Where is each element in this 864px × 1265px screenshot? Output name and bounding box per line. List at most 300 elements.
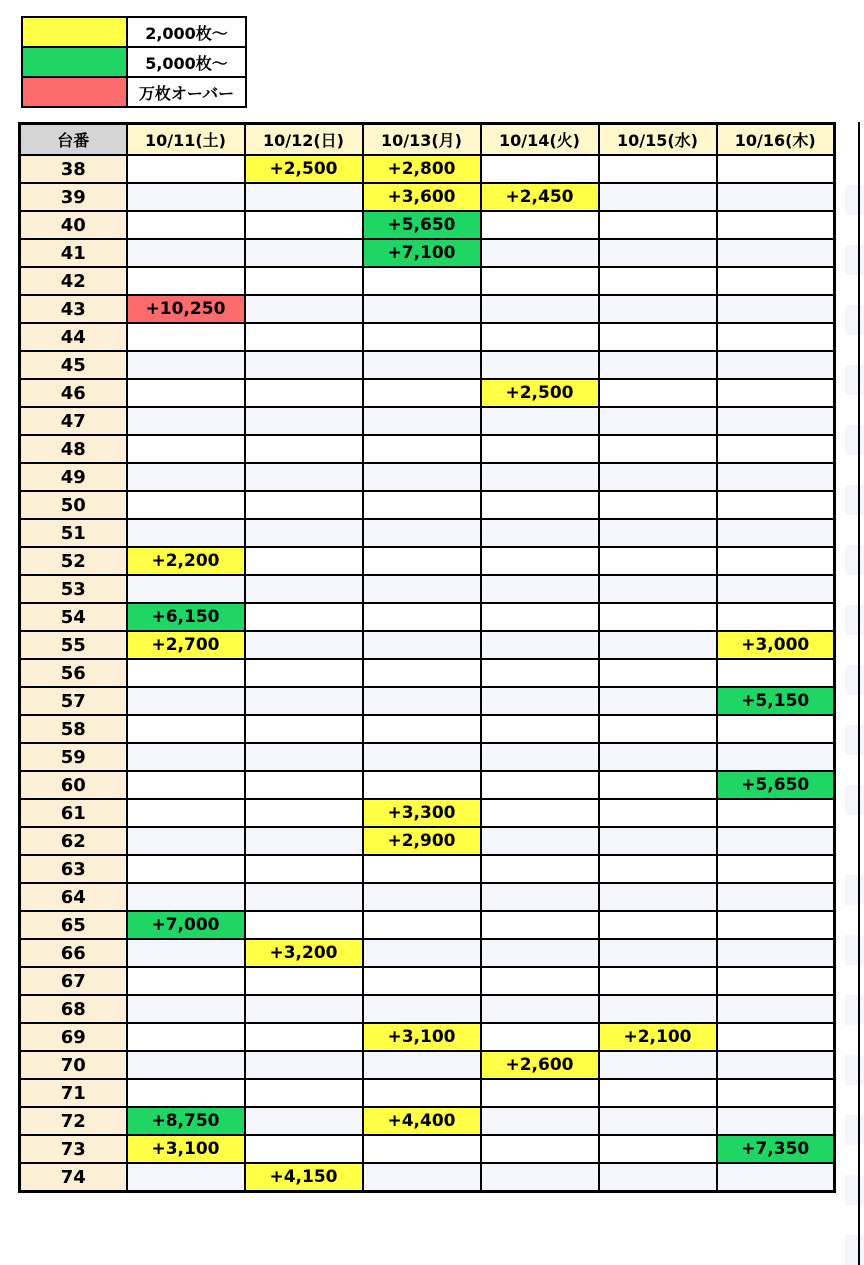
- strip-row: [845, 605, 858, 635]
- empty-cell: [481, 603, 599, 631]
- table-row: [20, 827, 835, 855]
- empty-cell: [599, 771, 717, 799]
- result-cell: +2,800: [363, 155, 481, 183]
- empty-cell: [481, 155, 599, 183]
- strip-row: [845, 485, 858, 515]
- empty-cell: [481, 491, 599, 519]
- result-cell: +4,150: [245, 1163, 363, 1192]
- strip-row: [860, 1115, 864, 1145]
- table-row: [20, 715, 835, 743]
- strip-row: [860, 185, 864, 215]
- strip-row: [845, 935, 858, 965]
- empty-cell: [245, 323, 363, 351]
- strip-row: [860, 905, 864, 935]
- machine-number: 51: [20, 519, 127, 547]
- empty-cell: [481, 715, 599, 743]
- empty-cell: [717, 547, 835, 575]
- result-cell: +5,650: [363, 211, 481, 239]
- empty-cell: [717, 939, 835, 967]
- result-cell: +10,250: [127, 295, 245, 323]
- empty-cell: [481, 631, 599, 659]
- empty-cell: [599, 155, 717, 183]
- empty-cell: [481, 407, 599, 435]
- empty-cell: [363, 1135, 481, 1163]
- empty-cell: [127, 491, 245, 519]
- strip-row: [845, 725, 858, 755]
- empty-cell: [599, 883, 717, 911]
- empty-cell: [127, 407, 245, 435]
- empty-cell: [717, 491, 835, 519]
- strip-row: [845, 425, 858, 455]
- strip-row: [845, 875, 858, 905]
- strip-row: [860, 935, 864, 965]
- strip-row: [860, 785, 864, 815]
- empty-cell: [245, 435, 363, 463]
- result-cell: +3,600: [363, 183, 481, 211]
- empty-cell: [363, 911, 481, 939]
- strip-row: [845, 1025, 858, 1055]
- strip-row: [845, 1145, 858, 1175]
- strip-row: [860, 1205, 864, 1235]
- header-date: 10/15(水): [599, 124, 717, 156]
- empty-cell: [717, 1023, 835, 1051]
- strip-row: [860, 1235, 864, 1265]
- empty-cell: [481, 771, 599, 799]
- result-cell: +3,000: [717, 631, 835, 659]
- empty-cell: [245, 883, 363, 911]
- machine-number: 59: [20, 743, 127, 771]
- result-cell: +3,200: [245, 939, 363, 967]
- machine-number: 55: [20, 631, 127, 659]
- legend-table: [21, 16, 247, 108]
- result-cell: +2,500: [245, 155, 363, 183]
- strip-row: [860, 605, 864, 635]
- strip-row: [845, 455, 858, 485]
- empty-cell: [245, 855, 363, 883]
- empty-cell: [363, 715, 481, 743]
- strip-row: [845, 395, 858, 425]
- strip-row: [860, 695, 864, 725]
- empty-cell: [717, 267, 835, 295]
- legend-swatch-yellow: [22, 17, 127, 47]
- strip-row: [845, 545, 858, 575]
- strip-row: [860, 845, 864, 875]
- empty-cell: [245, 687, 363, 715]
- strip-row: [860, 1175, 864, 1205]
- empty-cell: [481, 659, 599, 687]
- strip-row: [860, 755, 864, 785]
- empty-cell: [245, 183, 363, 211]
- machine-number: 71: [20, 1079, 127, 1107]
- header-machine-number: 台番: [20, 124, 127, 156]
- table-row: [20, 1107, 835, 1135]
- table-row: [20, 939, 835, 967]
- strip-row: [860, 455, 864, 485]
- empty-cell: [481, 463, 599, 491]
- machine-number: 50: [20, 491, 127, 519]
- empty-cell: [599, 1107, 717, 1135]
- empty-cell: [127, 1023, 245, 1051]
- empty-cell: [245, 211, 363, 239]
- empty-cell: [481, 575, 599, 603]
- machine-number: 43: [20, 295, 127, 323]
- strip-row: [860, 1055, 864, 1085]
- strip-row: [860, 665, 864, 695]
- empty-cell: [245, 1107, 363, 1135]
- strip-row: [860, 485, 864, 515]
- machine-number: 54: [20, 603, 127, 631]
- strip-row: [845, 845, 858, 875]
- strip-row: [845, 275, 858, 305]
- empty-cell: [363, 463, 481, 491]
- strip-row: [860, 1145, 864, 1175]
- empty-cell: [363, 883, 481, 911]
- empty-cell: [245, 351, 363, 379]
- empty-cell: [245, 659, 363, 687]
- strip-row: [860, 515, 864, 545]
- result-cell: +5,650: [717, 771, 835, 799]
- header-date: 10/12(日): [245, 124, 363, 156]
- machine-number: 49: [20, 463, 127, 491]
- table-row: [20, 1135, 835, 1163]
- empty-cell: [481, 827, 599, 855]
- legend-label: 万枚オーバー: [127, 77, 246, 107]
- empty-cell: [599, 295, 717, 323]
- empty-cell: [127, 1163, 245, 1192]
- strip-row: [860, 365, 864, 395]
- empty-cell: [717, 827, 835, 855]
- empty-cell: [363, 855, 481, 883]
- table-row: [20, 1079, 835, 1107]
- legend-label: 5,000枚〜: [127, 47, 246, 77]
- machine-number: 73: [20, 1135, 127, 1163]
- empty-cell: [599, 743, 717, 771]
- empty-cell: [481, 547, 599, 575]
- machine-number: 72: [20, 1107, 127, 1135]
- strip-row: [860, 245, 864, 275]
- empty-cell: [717, 379, 835, 407]
- machine-number: 46: [20, 379, 127, 407]
- strip-row: [860, 425, 864, 455]
- strip-row: [845, 1235, 858, 1265]
- strip-row: [860, 995, 864, 1025]
- empty-cell: [127, 659, 245, 687]
- strip-row: [845, 575, 858, 605]
- machine-number: 44: [20, 323, 127, 351]
- strip-row: [845, 995, 858, 1025]
- result-cell: +2,100: [599, 1023, 717, 1051]
- empty-cell: [481, 239, 599, 267]
- empty-cell: [599, 687, 717, 715]
- empty-cell: [717, 211, 835, 239]
- empty-cell: [245, 911, 363, 939]
- empty-cell: [245, 771, 363, 799]
- machine-number: 48: [20, 435, 127, 463]
- empty-cell: [481, 1107, 599, 1135]
- strip-row: [845, 515, 858, 545]
- strip-row: [860, 275, 864, 305]
- empty-cell: [481, 799, 599, 827]
- empty-cell: [481, 351, 599, 379]
- table-row: [20, 883, 835, 911]
- empty-cell: [127, 939, 245, 967]
- legend-swatch-red: [22, 77, 127, 107]
- table-row: [20, 155, 835, 183]
- empty-cell: [481, 519, 599, 547]
- empty-cell: [245, 995, 363, 1023]
- legend-row: [22, 77, 246, 107]
- result-cell: +2,500: [481, 379, 599, 407]
- result-cell: +5,150: [717, 687, 835, 715]
- empty-cell: [599, 211, 717, 239]
- empty-cell: [127, 155, 245, 183]
- empty-cell: [127, 995, 245, 1023]
- empty-cell: [245, 239, 363, 267]
- empty-cell: [599, 323, 717, 351]
- empty-cell: [599, 379, 717, 407]
- empty-cell: [717, 155, 835, 183]
- empty-cell: [245, 519, 363, 547]
- strip-row: [845, 215, 858, 245]
- strip-row: [860, 875, 864, 905]
- table-row: [20, 267, 835, 295]
- strip-row: [845, 1055, 858, 1085]
- table-row: [20, 323, 835, 351]
- empty-cell: [127, 435, 245, 463]
- result-cell: +3,100: [127, 1135, 245, 1163]
- empty-cell: [717, 1079, 835, 1107]
- empty-cell: [717, 575, 835, 603]
- strip-row: [860, 1025, 864, 1055]
- table-row: [20, 631, 835, 659]
- machine-number: 41: [20, 239, 127, 267]
- empty-cell: [717, 911, 835, 939]
- strip-row: [845, 695, 858, 725]
- result-cell: +2,450: [481, 183, 599, 211]
- empty-cell: [127, 967, 245, 995]
- empty-cell: [363, 995, 481, 1023]
- empty-cell: [717, 799, 835, 827]
- result-cell: +7,000: [127, 911, 245, 939]
- strip-row: [845, 1115, 858, 1145]
- empty-cell: [245, 1023, 363, 1051]
- empty-cell: [127, 771, 245, 799]
- empty-cell: [245, 1079, 363, 1107]
- machine-number: 60: [20, 771, 127, 799]
- strip-row: [845, 1175, 858, 1205]
- strip-row: [845, 635, 858, 665]
- empty-cell: [363, 379, 481, 407]
- result-cell: +4,400: [363, 1107, 481, 1135]
- empty-cell: [599, 407, 717, 435]
- table-row: [20, 1163, 835, 1192]
- empty-cell: [481, 1135, 599, 1163]
- results-table: [18, 122, 836, 1193]
- empty-cell: [599, 267, 717, 295]
- empty-cell: [245, 631, 363, 659]
- empty-cell: [481, 743, 599, 771]
- empty-cell: [127, 715, 245, 743]
- result-cell: +7,100: [363, 239, 481, 267]
- table-row: [20, 463, 835, 491]
- empty-cell: [717, 407, 835, 435]
- header-date: 10/13(月): [363, 124, 481, 156]
- empty-cell: [599, 659, 717, 687]
- result-cell: +2,200: [127, 547, 245, 575]
- empty-cell: [363, 771, 481, 799]
- empty-cell: [481, 1079, 599, 1107]
- machine-number: 74: [20, 1163, 127, 1192]
- empty-cell: [717, 519, 835, 547]
- empty-cell: [717, 715, 835, 743]
- empty-cell: [363, 1051, 481, 1079]
- empty-cell: [717, 1107, 835, 1135]
- empty-cell: [599, 939, 717, 967]
- strip-row: [845, 365, 858, 395]
- strip-row: [860, 725, 864, 755]
- strip-row: [845, 245, 858, 275]
- empty-cell: [127, 211, 245, 239]
- empty-cell: [599, 855, 717, 883]
- result-cell: +7,350: [717, 1135, 835, 1163]
- machine-number: 58: [20, 715, 127, 743]
- table-row: [20, 911, 835, 939]
- machine-number: 63: [20, 855, 127, 883]
- empty-cell: [127, 239, 245, 267]
- result-cell: +3,300: [363, 799, 481, 827]
- strip-row: [845, 965, 858, 995]
- next-table-sliver: [858, 122, 864, 1265]
- machine-number: 70: [20, 1051, 127, 1079]
- empty-cell: [363, 267, 481, 295]
- table-row: [20, 407, 835, 435]
- table-row: [20, 547, 835, 575]
- empty-cell: [363, 407, 481, 435]
- empty-cell: [127, 883, 245, 911]
- machine-number: 42: [20, 267, 127, 295]
- empty-cell: [599, 967, 717, 995]
- empty-cell: [127, 743, 245, 771]
- table-row: [20, 211, 835, 239]
- legend-row: [22, 47, 246, 77]
- empty-cell: [717, 967, 835, 995]
- strip-row: [845, 1205, 858, 1235]
- table-row: [20, 435, 835, 463]
- empty-cell: [245, 827, 363, 855]
- empty-cell: [599, 995, 717, 1023]
- strip-row: [860, 965, 864, 995]
- empty-cell: [127, 687, 245, 715]
- empty-cell: [599, 519, 717, 547]
- empty-cell: [599, 1163, 717, 1192]
- empty-cell: [481, 1163, 599, 1192]
- table-row: [20, 771, 835, 799]
- strip-row: [845, 185, 858, 215]
- empty-cell: [245, 491, 363, 519]
- empty-cell: [127, 183, 245, 211]
- empty-cell: [127, 855, 245, 883]
- empty-cell: [245, 1051, 363, 1079]
- empty-cell: [717, 603, 835, 631]
- empty-cell: [599, 827, 717, 855]
- table-row: [20, 519, 835, 547]
- table-row: [20, 239, 835, 267]
- empty-cell: [481, 855, 599, 883]
- empty-cell: [127, 799, 245, 827]
- empty-cell: [717, 323, 835, 351]
- empty-cell: [717, 883, 835, 911]
- machine-number: 57: [20, 687, 127, 715]
- empty-cell: [127, 1079, 245, 1107]
- empty-cell: [245, 295, 363, 323]
- empty-cell: [481, 435, 599, 463]
- empty-cell: [717, 855, 835, 883]
- empty-cell: [599, 435, 717, 463]
- table-row: [20, 575, 835, 603]
- empty-cell: [363, 967, 481, 995]
- strip-row: [845, 905, 858, 935]
- strip-row: [860, 155, 864, 185]
- empty-cell: [363, 631, 481, 659]
- empty-cell: [363, 295, 481, 323]
- legend-label: 2,000枚〜: [127, 17, 246, 47]
- result-cell: +6,150: [127, 603, 245, 631]
- result-cell: +3,100: [363, 1023, 481, 1051]
- empty-cell: [717, 743, 835, 771]
- table-row: [20, 379, 835, 407]
- table-row: [20, 659, 835, 687]
- empty-cell: [363, 687, 481, 715]
- machine-number: 38: [20, 155, 127, 183]
- empty-cell: [363, 939, 481, 967]
- empty-cell: [599, 715, 717, 743]
- table-row: [20, 1051, 835, 1079]
- empty-cell: [363, 743, 481, 771]
- empty-cell: [481, 211, 599, 239]
- strip-row: [845, 1085, 858, 1115]
- empty-cell: [245, 463, 363, 491]
- strip-row: [860, 335, 864, 365]
- empty-cell: [245, 799, 363, 827]
- table-row: [20, 799, 835, 827]
- strip-row: [860, 575, 864, 605]
- empty-cell: [245, 407, 363, 435]
- strip-row: [860, 815, 864, 845]
- empty-cell: [717, 995, 835, 1023]
- strip-header: [860, 122, 864, 155]
- empty-cell: [717, 435, 835, 463]
- header-date: 10/11(土): [127, 124, 245, 156]
- strip-row: [860, 395, 864, 425]
- empty-cell: [599, 911, 717, 939]
- empty-cell: [599, 799, 717, 827]
- machine-number: 40: [20, 211, 127, 239]
- empty-cell: [599, 1079, 717, 1107]
- empty-cell: [481, 911, 599, 939]
- strip-row: [860, 635, 864, 665]
- empty-cell: [363, 1163, 481, 1192]
- table-row: [20, 967, 835, 995]
- empty-cell: [245, 379, 363, 407]
- table-row: [20, 1023, 835, 1051]
- result-cell: +2,900: [363, 827, 481, 855]
- table-row: [20, 351, 835, 379]
- empty-cell: [245, 715, 363, 743]
- empty-cell: [127, 267, 245, 295]
- machine-number: 52: [20, 547, 127, 575]
- empty-cell: [245, 967, 363, 995]
- machine-number: 62: [20, 827, 127, 855]
